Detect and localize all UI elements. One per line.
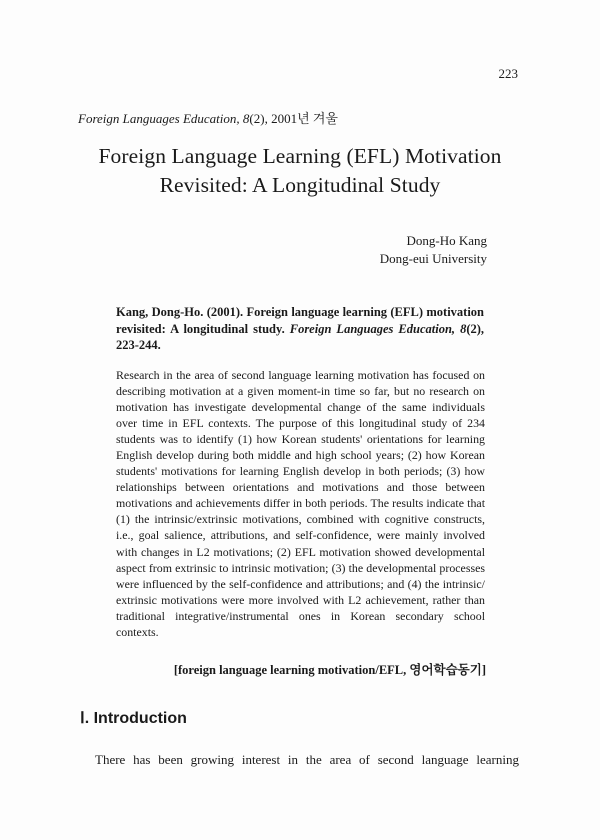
author-affiliation: Dong-eui University — [379, 251, 487, 266]
body-text: There has been growing interest in the area of second language learning — [95, 752, 519, 767]
paper-title — [0, 142, 600, 200]
title-line-1: Foreign Language Learning (EFL) Motivation — [98, 144, 502, 168]
author-name: Dong-Ho Kang — [406, 233, 487, 248]
citation — [116, 304, 484, 354]
section-heading-introduction: Ⅰ. Introduction — [80, 710, 187, 727]
page-number: 223 — [498, 66, 518, 81]
citation-prefix: Kang, Dong-Ho. (2001). Foreign language learning (EFL) motivation revisited: A longitudinal study. — [116, 305, 484, 336]
journal-issue-year: (2), 2001년 겨울 — [249, 111, 338, 126]
title-line-2: Revisited: A Longitudinal Study — [159, 173, 441, 197]
author-block — [380, 232, 487, 268]
journal-name: Foreign Languages Education, — [78, 111, 240, 126]
abstract: Research in the area of second language learning motivation has focused on describing motivation at a given moment-in time so far, but no research on motivation has investigate developmental change of the same individuals over time in EFL contexts. The purpose of this longitudinal study of 234 students was to identify (1) how Korean students' orientations for learning English develop during both middle and high school years; (2) how Korean students' motivations for learning English develop in both periods; (3) how relationships between orientations and motivations and those between motivations and achievements differ in both periods. The results indicate that (1) the intrinsic/extrinsic motivations, combined with cognitive constructs, i.e., goal salience, attributions, and self-confidence, were mainly involved with changes in L2 motivations; (2) EFL motivation showed developmental aspect from extrinsic to intrinsic motivation; (3) the developmental processes were influenced by the self-confidence and attributions; and (4) the intrinsic/ extrinsic motivations were more involved with L2 achievement, rather than traditional integrative/instrumental ones in Korean secondary school contexts. — [116, 368, 485, 639]
citation-volume: 8 — [460, 321, 467, 336]
journal-header — [78, 108, 338, 127]
citation-pages: (2), 223-244. — [116, 321, 485, 352]
citation-journal: Foreign Languages Education, — [289, 321, 456, 336]
keywords: [foreign language learning motivation/EFL, 영어학습동기] — [173, 663, 486, 677]
journal-volume: 8 — [242, 111, 250, 126]
